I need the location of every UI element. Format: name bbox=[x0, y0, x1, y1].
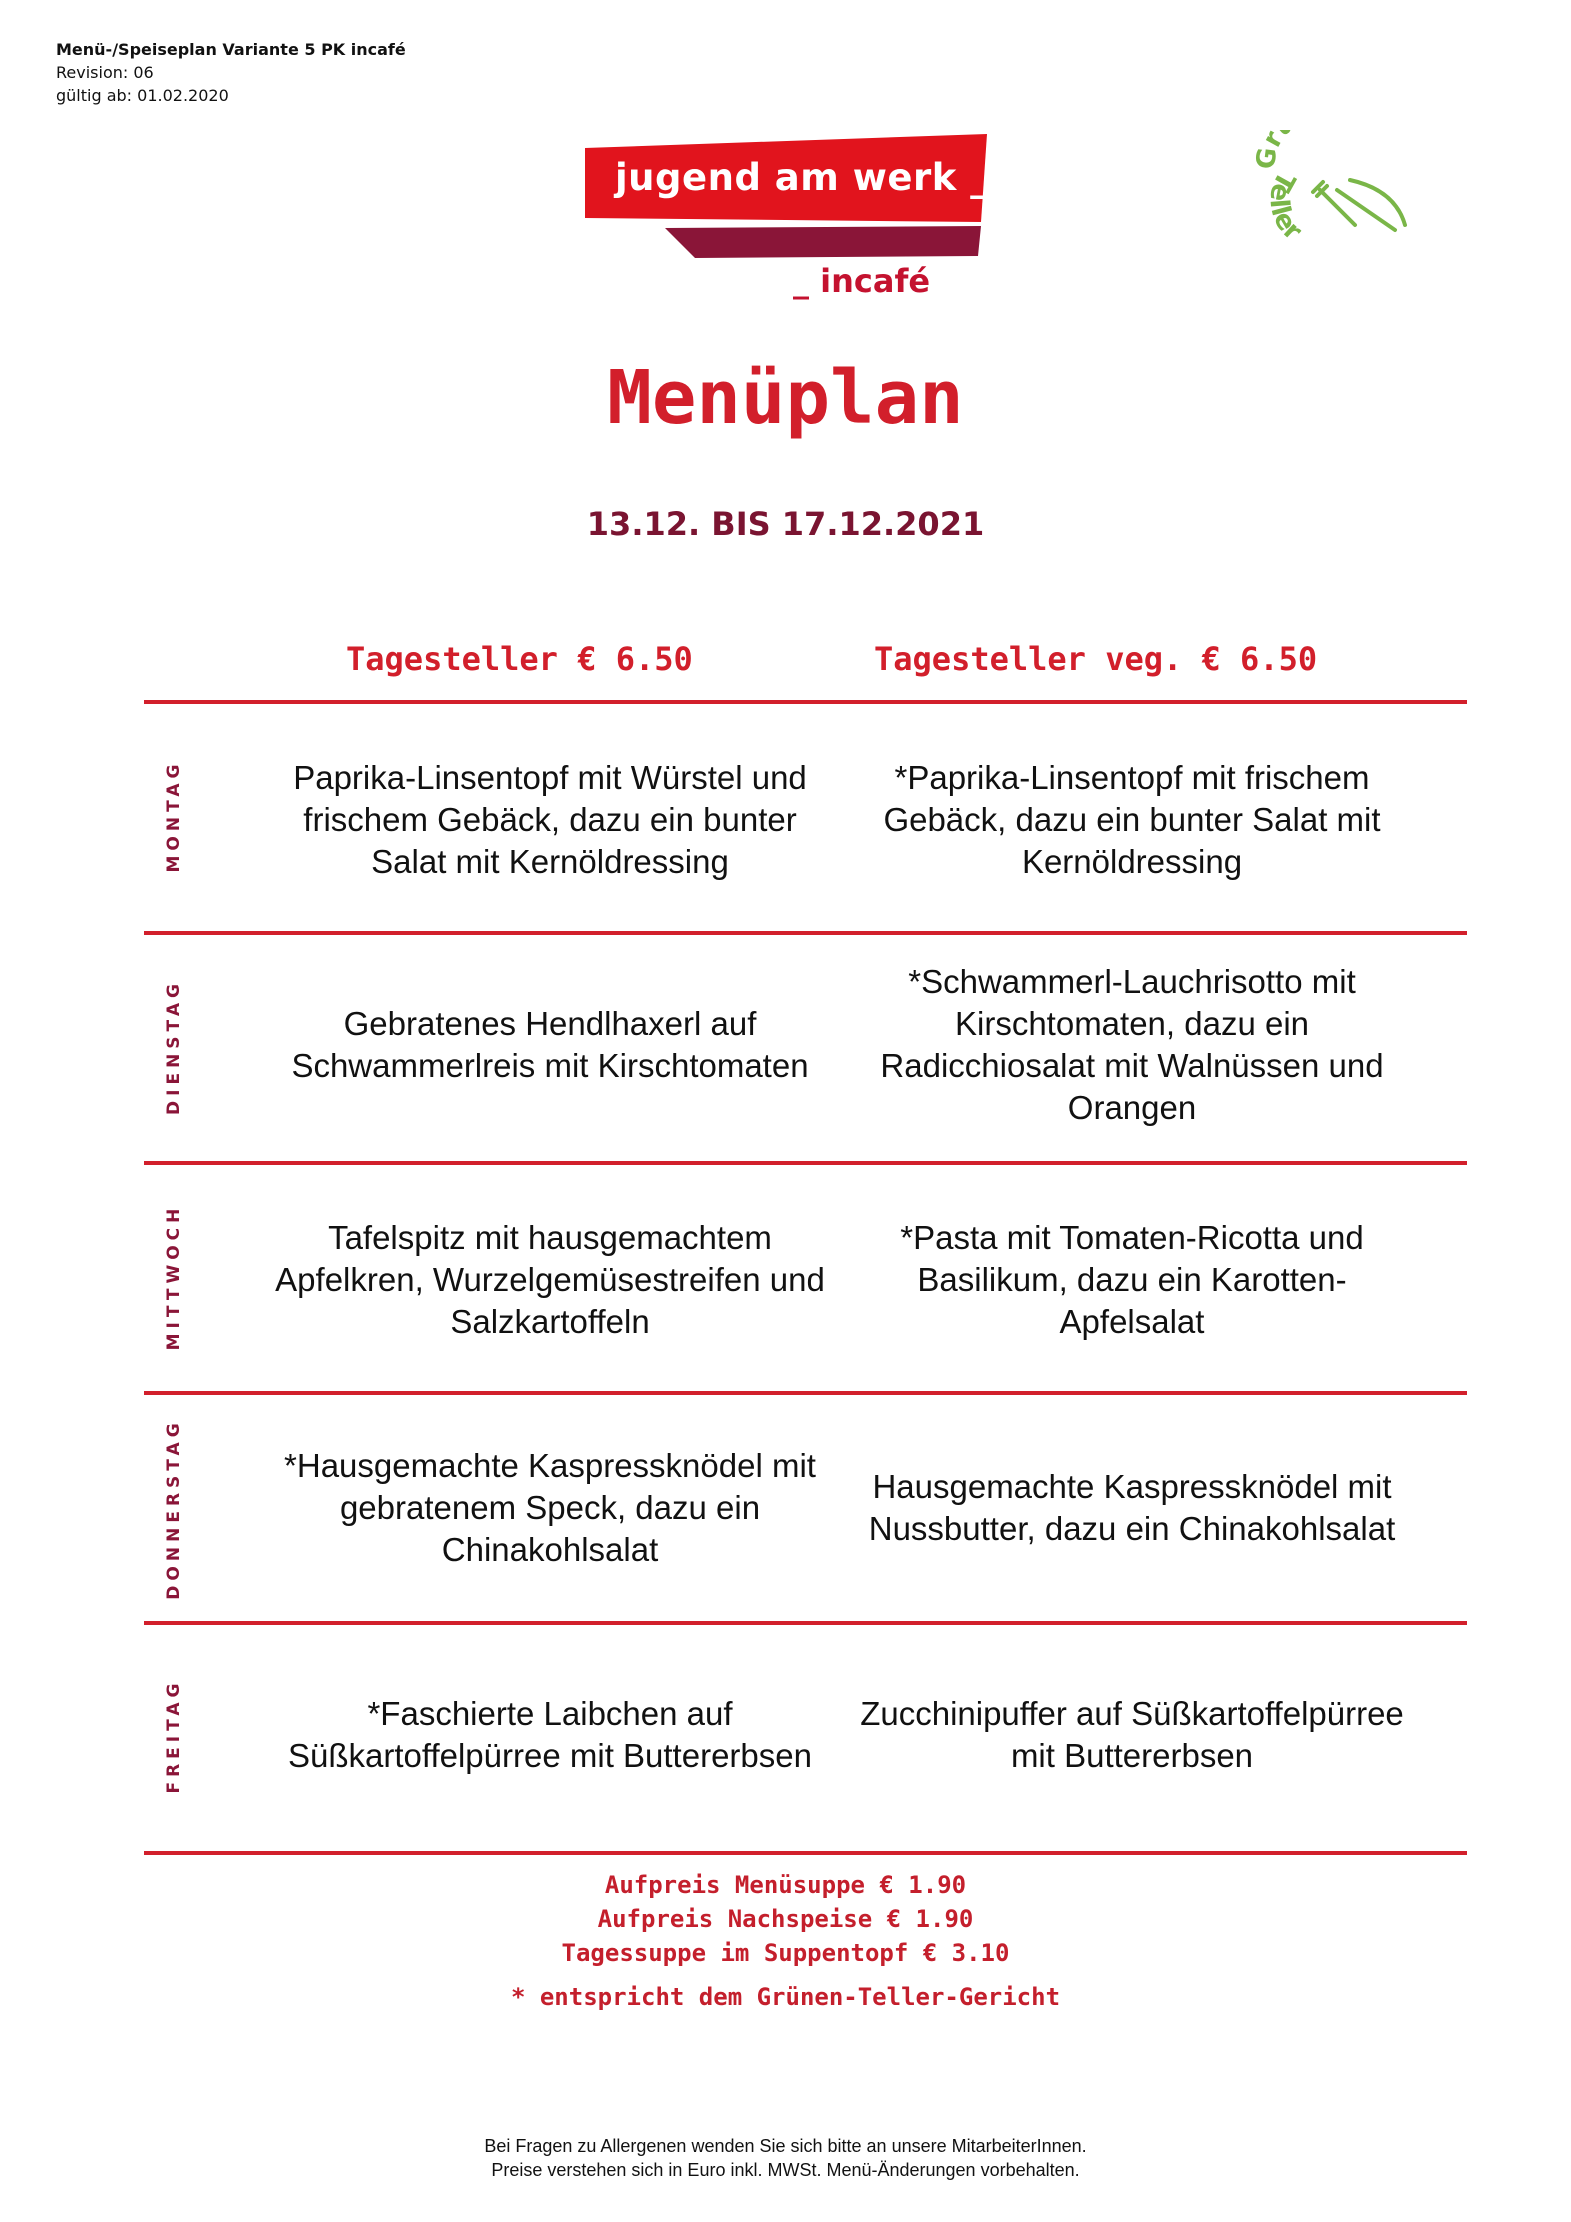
footer bbox=[0, 2134, 1571, 2182]
jugend-am-werk-logo bbox=[585, 132, 995, 302]
extra-dessert: Aufpreis Nachspeise € 1.90 bbox=[597, 1905, 974, 1933]
extras-section bbox=[0, 1868, 1571, 2014]
valid-from-text: gültig ab: 01.02.2020 bbox=[56, 86, 229, 105]
divider bbox=[144, 1161, 1467, 1165]
divider bbox=[144, 931, 1467, 935]
day-label-montag: MONTAG bbox=[164, 759, 184, 873]
date-range: 13.12. BIS 17.12.2021 bbox=[586, 505, 985, 543]
dish-montag-tagesteller: Paprika-Linsentopf mit Würstel und frischem Gebäck, dazu ein bunter Salat mit Kernöldressing bbox=[293, 759, 807, 880]
footer-allergen-note: Bei Fragen zu Allergenen wenden Sie sich bitte an unsere MitarbeiterInnen. bbox=[484, 2136, 1087, 2156]
column-header-tagesteller-veg: Tagesteller veg. € 6.50 bbox=[874, 640, 1318, 678]
divider bbox=[144, 700, 1467, 704]
logo-brand-text: jugend am werk _ bbox=[615, 156, 990, 199]
day-label-mittwoch: MITTWOCH bbox=[164, 1203, 184, 1351]
dish-donnerstag-veg: Hausgemachte Kaspressknödel mit Nussbutter, dazu ein Chinakohlsalat bbox=[868, 1468, 1396, 1547]
extra-soup-pot: Tagessuppe im Suppentopf € 3.10 bbox=[561, 1939, 1010, 1967]
dish-dienstag-veg: *Schwammerl-Lauchrisotto mit Kirschtomaten, dazu ein Radicchiosalat mit Walnüssen und Orangen bbox=[880, 963, 1384, 1126]
green-plate-note: * entspricht dem Grünen-Teller-Gericht bbox=[510, 1983, 1061, 2011]
svg-text:Grüner: r bbox=[1257, 130, 1290, 153]
dish-mittwoch-veg: *Pasta mit Tomaten-Ricotta und Basilikum, dazu ein Karotten-Apfelsalat bbox=[900, 1219, 1364, 1340]
svg-text:Teller: Teller bbox=[1263, 166, 1308, 247]
dish-dienstag-tagesteller: Gebratenes Hendlhaxerl auf Schwammerlreis mit Kirschtomaten bbox=[291, 1005, 809, 1084]
day-label-donnerstag: DONNERSTAG bbox=[164, 1418, 184, 1600]
divider bbox=[144, 1851, 1467, 1855]
day-label-freitag: FREITAG bbox=[164, 1678, 184, 1794]
gruener-teller-badge bbox=[1255, 130, 1415, 270]
dish-donnerstag-tagesteller: *Hausgemachte Kaspressknödel mit gebratenem Speck, dazu ein Chinakohlsalat bbox=[284, 1447, 816, 1568]
page-title: Menüplan bbox=[607, 355, 964, 441]
extra-menu-soup: Aufpreis Menüsuppe € 1.90 bbox=[604, 1871, 967, 1899]
column-header-tagesteller: Tagesteller € 6.50 bbox=[346, 640, 693, 678]
document-header bbox=[56, 38, 406, 107]
dish-mittwoch-tagesteller: Tafelspitz mit hausgemachtem Apfelkren, Wurzelgemüsestreifen und Salzkartoffeln bbox=[275, 1219, 825, 1340]
revision-text: Revision: 06 bbox=[56, 63, 154, 82]
logo-sub-text: _ incafé bbox=[793, 262, 931, 300]
dish-freitag-veg: Zucchinipuffer auf Süßkartoffelpürree mit Buttererbsen bbox=[860, 1695, 1404, 1774]
dish-freitag-tagesteller: *Faschierte Laibchen auf Süßkartoffelpürree mit Buttererbsen bbox=[288, 1695, 812, 1774]
gruener-teller-icon bbox=[1255, 130, 1415, 270]
divider bbox=[144, 1391, 1467, 1395]
day-label-dienstag: DIENSTAG bbox=[164, 979, 184, 1115]
footer-price-note: Preise verstehen sich in Euro inkl. MWSt. Menü-Änderungen vorbehalten. bbox=[491, 2160, 1080, 2180]
dish-montag-veg: *Paprika-Linsentopf mit frischem Gebäck, dazu ein bunter Salat mit Kernöldressing bbox=[883, 759, 1381, 880]
document-title: Menü-/Speiseplan Variante 5 PK incafé bbox=[56, 40, 406, 59]
divider bbox=[144, 1621, 1467, 1625]
